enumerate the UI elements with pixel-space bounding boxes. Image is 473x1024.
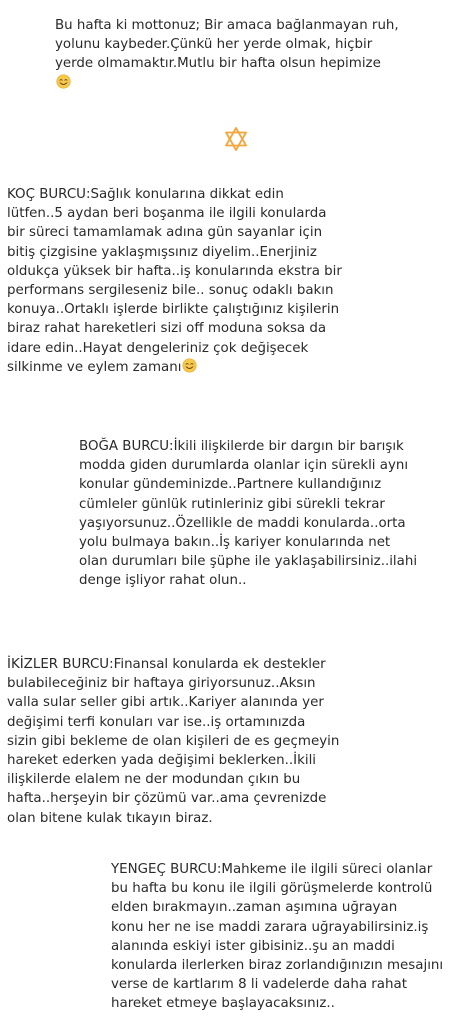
emoji-line bbox=[55, 74, 399, 93]
horoscope-gemini bbox=[7, 655, 339, 828]
text-line: konu her ne ise maddi zarara uğrayabilirsiniz.iş bbox=[111, 919, 429, 935]
text-line: BOĞA BURCU:İkili ilişkilerde bir dargın bir barışık bbox=[79, 439, 404, 454]
horoscope-cancer bbox=[111, 860, 443, 1014]
text-line: yaşıyorsunuz..Özellikle de maddi konularda..orta bbox=[79, 515, 406, 531]
text-line: değişimi terfi konuları var ise..iş ortamınızda bbox=[7, 714, 306, 730]
text-line: alanında eskiyi ister gibisiniz..şu an maddi bbox=[111, 938, 395, 954]
text-line: yolu bulmaya bakın..İş kariyer konularında net bbox=[79, 535, 391, 551]
smiling-face-icon bbox=[182, 358, 197, 373]
text-line: KOÇ BURCU:Sağlık konularına dikkat edin bbox=[7, 187, 284, 202]
smiling-face-icon bbox=[56, 74, 71, 89]
text-line: konularda ilerlerken biraz zorlandığınızın mesajını bbox=[111, 958, 444, 974]
text-line: konuya..Ortaklı işlerde birlikte çalıştığınız kişilerin bbox=[7, 302, 340, 318]
text-line: olan durumları bile şüphe ile yaklaşabilirsiniz..ilahi bbox=[79, 554, 418, 570]
text-line: valla sular seller gibi artık..Kariyer alanında yer bbox=[7, 695, 324, 711]
text-line: yolunu kaybeder.Çünkü her yerde olmak, hiçbir bbox=[55, 37, 373, 53]
text-line: ilişkilerde elalem ne der modundan çıkın bu bbox=[7, 772, 301, 788]
text-line: hafta..herşeyin bir çözümü var..ama çevrenizde bbox=[7, 791, 327, 807]
weekly-motto bbox=[55, 16, 399, 93]
text-line: yerde olmamaktır.Mutlu bir hafta olsun hepimize bbox=[55, 56, 381, 72]
text-line: biraz rahat hareketleri sizi off moduna soksa da bbox=[7, 321, 327, 337]
text-line: olan bitene kulak tıkayın biraz. bbox=[7, 810, 213, 826]
text-line: bu hafta bu konu ile ilgili görüşmelerde kontrolü bbox=[111, 881, 433, 897]
text-line: lütfen..5 aydan beri boşanma ile ilgili konularda bbox=[7, 206, 327, 222]
horoscope-taurus bbox=[79, 437, 417, 591]
six-pointed-star-icon bbox=[223, 126, 249, 152]
horoscope-aries bbox=[7, 185, 342, 377]
text-line: İKİZLER BURCU:Finansal konularda ek destekler bbox=[7, 657, 326, 672]
text-line: YENGEÇ BURCU:Mahkeme ile ilgili süreci olanlar bbox=[111, 862, 433, 877]
text-line: bir süreci tamamlamak adına gün sayanlar için bbox=[7, 225, 323, 241]
text-line-last bbox=[7, 358, 342, 377]
text-line: idare edin..Hayat dengeleriniz çok değişecek bbox=[7, 340, 309, 356]
text-line: oldukça yüksek bir hafta..iş konularında ekstra bir bbox=[7, 263, 342, 279]
text-line: sizin gibi bekleme de olan kişileri de es geçmeyin bbox=[7, 733, 340, 749]
text-line: bitiş çizgisine yaklaşmışsınız diyelim..Enerjiniz bbox=[7, 244, 317, 260]
text-line: silkinme ve eylem zamanı bbox=[7, 359, 182, 375]
text-line: hareket etmeye başlayacaksınız.. bbox=[111, 996, 335, 1012]
text-line: verse de kartlarım 8 li vadelerde daha rahat bbox=[111, 977, 407, 993]
text-line: performans sergileseniz bile.. sonuç odaklı bakın bbox=[7, 283, 334, 299]
text-line: modda giden durumlarda olanlar için sürekli aynı bbox=[79, 458, 409, 474]
text-line: Bu hafta ki mottonuz; Bir amaca bağlanmayan ruh, bbox=[55, 18, 399, 33]
text-line: cümleler günlük rutinleriniz gibi sürekli tekrar bbox=[79, 496, 385, 512]
text-line: konular gündeminizde..Partnere kullandığınız bbox=[79, 477, 382, 493]
text-line: elden bırakmayın..zaman aşımına uğrayan bbox=[111, 900, 398, 916]
text-line: hareket ederken yada değişimi beklerken..İkili bbox=[7, 753, 317, 769]
text-line: bulabileceğiniz bir haftaya giriyorsunuz..Aksın bbox=[7, 676, 316, 692]
text-line: denge işliyor rahat olun.. bbox=[79, 573, 247, 589]
